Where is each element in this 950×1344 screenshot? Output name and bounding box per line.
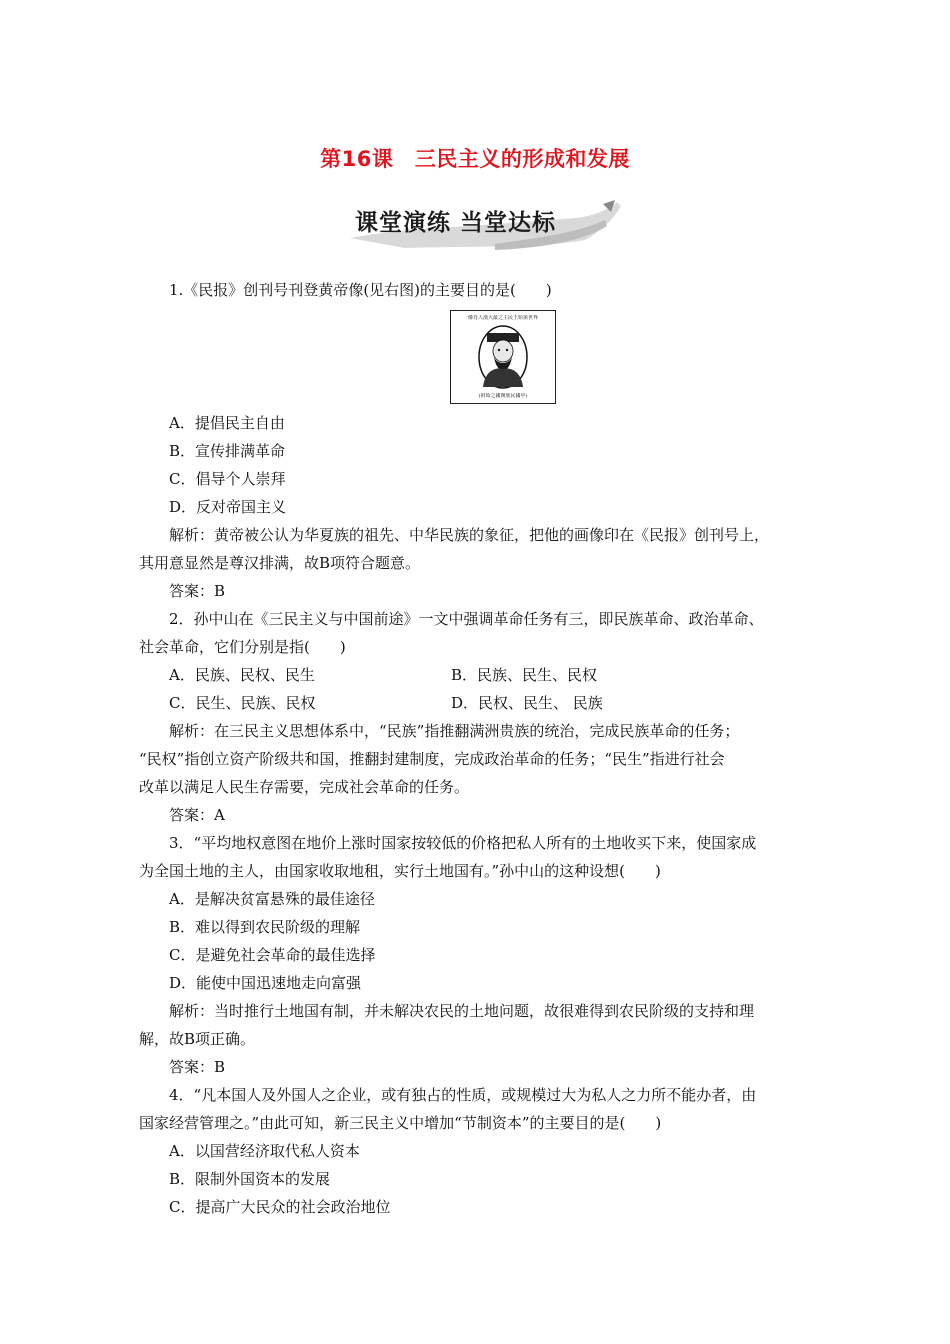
question-1-option-b: B．宣传排满革命 bbox=[169, 442, 286, 460]
question-2-option-b: B．民族、民生、民权 bbox=[451, 666, 598, 684]
banner-text: 课堂演练 当堂达标 bbox=[355, 210, 557, 236]
question-3-option-c: C．是避免社会革命的最佳选择 bbox=[169, 946, 376, 964]
question-2-analysis-cont: “民权”指创立资产阶级共和国，推翻封建制度，完成政治革命的任务；“民生”指进行社会 bbox=[139, 750, 725, 768]
question-2-option-c: C．民生、民族、民权 bbox=[169, 694, 316, 712]
question-1-answer: 答案：B bbox=[169, 582, 226, 600]
question-3-analysis: 解析：当时推行土地国有制，并未解决农民的土地问题，故很难得到农民阶级的支持和理 bbox=[169, 1002, 755, 1020]
yellow-emperor-portrait-figure bbox=[450, 310, 556, 404]
section-banner bbox=[345, 198, 625, 256]
question-3-answer: 答案：B bbox=[169, 1058, 226, 1076]
question-2-stem-cont: 社会革命，它们分别是指( ) bbox=[139, 638, 346, 656]
question-3-analysis-cont: 解，故B项正确。 bbox=[139, 1030, 256, 1048]
question-4-option-c: C．提高广大民众的社会政治地位 bbox=[169, 1198, 391, 1216]
question-2-option-d: D．民权、民生、 民族 bbox=[451, 694, 603, 712]
question-4-stem-cont: 国家经营管理之。”由此可知，新三民主义中增加“节制资本”的主要目的是( ) bbox=[139, 1114, 662, 1132]
question-3-option-b: B．难以得到农民阶级的理解 bbox=[169, 918, 361, 936]
question-1-analysis: 解析：黄帝被公认为华夏族的祖先、中华民族的象征，把他的画像印在《民报》创刊号上， bbox=[169, 526, 770, 544]
question-4-option-a: A．以国营经济取代私人资本 bbox=[169, 1142, 360, 1160]
question-1-option-a: A．提倡民主自由 bbox=[169, 414, 285, 432]
question-4-stem: 4．“凡本国人及外国人之企业，或有独占的性质，或规模过大为私人之力所不能办者，由 bbox=[169, 1086, 757, 1104]
portrait-icon bbox=[451, 323, 555, 393]
figure-top-caption: 像肖人漢大最之主民王始第世界 bbox=[467, 315, 538, 321]
page-title: 第16课 三民主义的形成和发展 bbox=[320, 147, 630, 171]
question-2-stem: 2．孙中山在《三民主义与中国前途》一文中强调革命任务有三，即民族革命、政治革命、 bbox=[169, 610, 764, 628]
question-2-analysis: 解析：在三民主义思想体系中，“民族”指推翻满洲贵族的统治，完成民族革命的任务； bbox=[169, 722, 740, 740]
question-3-option-d: D．能使中国迅速地走向富强 bbox=[169, 974, 362, 992]
figure-bottom-caption: (祖始之國開族民國中) bbox=[478, 393, 528, 399]
question-1-option-d: D．反对帝国主义 bbox=[169, 498, 287, 516]
question-1-option-c: C．倡导个人崇拜 bbox=[169, 470, 286, 488]
question-2-analysis-cont-2: 改革以满足人民生存需要，完成社会革命的任务。 bbox=[139, 778, 470, 796]
question-1-stem: 1.《民报》创刊号刊登黄帝像(见右图)的主要目的是( ) bbox=[169, 281, 552, 299]
question-4-option-b: B．限制外国资本的发展 bbox=[169, 1170, 331, 1188]
question-3-stem-cont: 为全国土地的主人，由国家收取地租，实行土地国有。”孙中山的这种设想( ) bbox=[139, 862, 661, 880]
question-3-option-a: A．是解决贫富悬殊的最佳途径 bbox=[169, 890, 375, 908]
question-1-analysis-cont: 其用意显然是尊汉排满，故B项符合题意。 bbox=[139, 554, 421, 572]
question-2-option-a: A．民族、民权、民生 bbox=[169, 666, 315, 684]
question-3-stem: 3．“平均地权意图在地价上涨时国家按较低的价格把私人所有的土地收买下来，使国家成 bbox=[169, 834, 757, 852]
question-2-answer: 答案：A bbox=[169, 806, 225, 824]
